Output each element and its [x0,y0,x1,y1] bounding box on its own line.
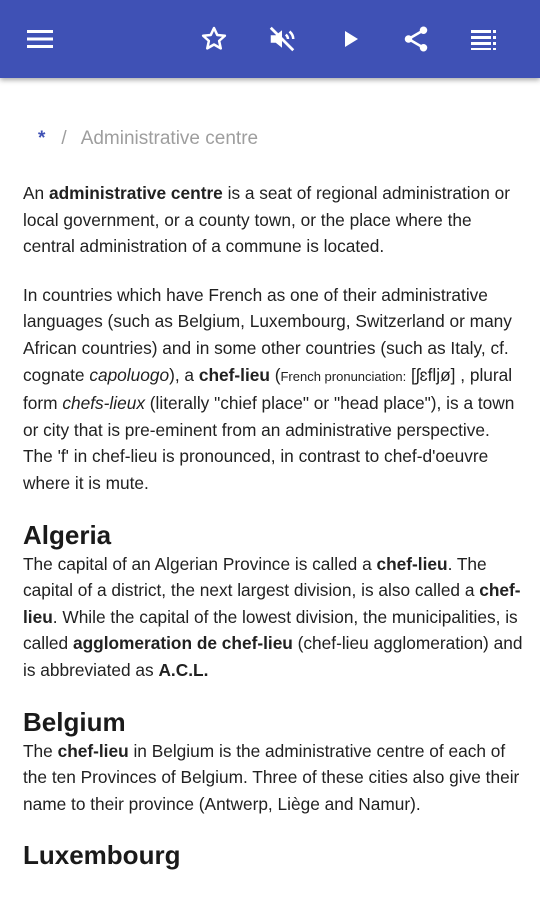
text: ( [269,364,281,385]
play-icon [338,27,362,51]
article-body [23,180,523,871]
bold-term: agglomeration de chef-lieu [72,633,293,654]
menu-button[interactable] [18,17,62,61]
algeria-paragraph [23,551,523,684]
section-heading-algeria: Algeria [23,519,112,550]
breadcrumb-home-link[interactable]: * [38,128,46,149]
mute-button[interactable] [260,17,304,61]
text: (literally "chief place" or "head place"), is a town or city that is pre-eminent from an administrative perspective. The 'f' in chef-lieu is pronounced, in contrast to chef-d'oeuvre where it is mute. [23,393,515,493]
text: In countries which have French as one of their administrative languages (such as Belgium, Luxembourg, Switzerland or many African countries) and in some other countries (such as Italy, cf. cognate [23,284,512,385]
breadcrumb-current: Administrative centre [80,128,259,149]
section-heading-belgium: Belgium [23,706,126,737]
text: is a seat of regional administration or local government, or a county town, or the place where the central administration of a commune is located. [23,183,511,257]
text: [ʃɛfljø] , plural form [23,364,513,414]
text: . While the capital of the lowest division, the municipalities, is called [23,606,518,654]
article-content[interactable] [0,78,540,900]
bold-term: chef-lieu [57,740,129,761]
contents-icon [470,27,498,51]
pronunciation-link[interactable]: French pronunciation: [280,368,407,384]
bookmark-button[interactable] [192,17,236,61]
text: in Belgium is the administrative centre of each of the ten Provinces of Belgium. Three of these cities also give their name to their province (Antwerp, Liège and Namur). [23,740,520,814]
text: . The capital of a district, the next largest division, is also called a [23,553,487,601]
app-bar [0,0,540,78]
bold-term: A.C.L. [158,659,209,680]
contents-button[interactable] [462,17,506,61]
text: ), a [169,364,199,385]
bold-term: administrative centre [48,183,223,203]
menu-icon [26,27,54,51]
text: The [23,740,58,761]
text: An [23,183,49,203]
breadcrumb-separator: / [61,128,67,149]
breadcrumb [38,128,258,150]
text: The capital of an Algerian Province is called a [23,553,377,574]
share-button[interactable] [394,17,438,61]
italic-term: capoluogo [89,364,170,385]
bold-term: chef-lieu [376,553,448,574]
mute-icon [267,24,297,54]
bold-term: chef-lieu [198,364,270,385]
star-icon [199,24,229,54]
section-heading-next: Luxembourg [23,840,181,871]
intro-paragraph-1 [23,180,523,260]
text: (chef-lieu agglomeration) and is abbreviated as [23,633,523,680]
play-button[interactable] [328,17,372,61]
bold-term: chef-lieu [23,580,521,627]
share-icon [401,24,431,54]
intro-paragraph-2 [23,282,523,497]
italic-term: chefs-lieux [62,393,145,414]
belgium-paragraph [23,738,523,818]
